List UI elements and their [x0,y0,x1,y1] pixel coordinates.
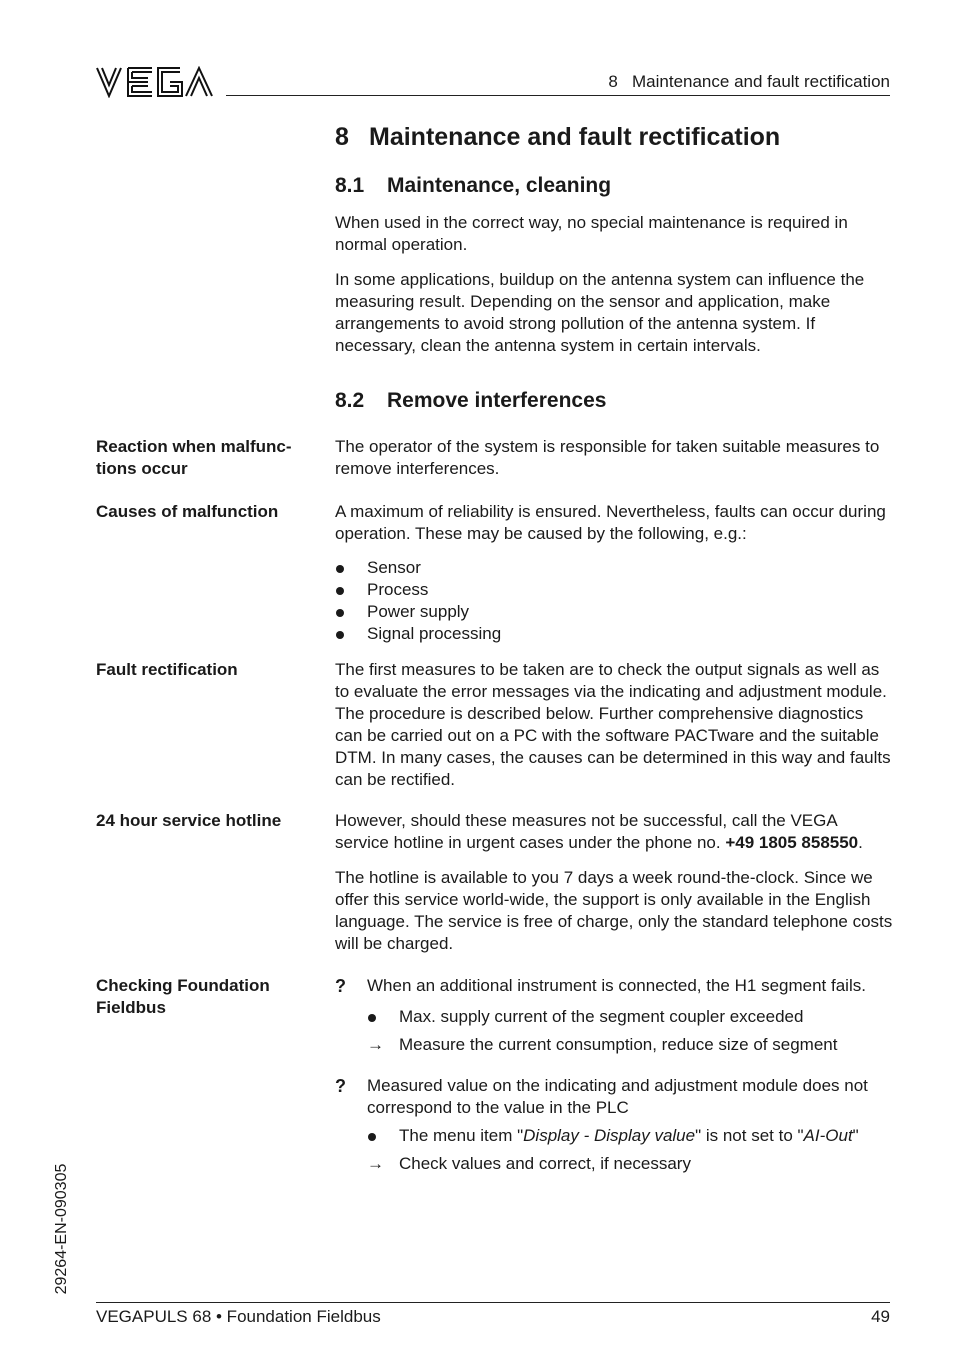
question-1-action [367,1034,893,1056]
list-item [335,601,893,623]
hotline-text: However, should these measures not be successful, call the VEGA service hotline in urgent cases under the phone no. [335,811,837,852]
maintenance-paragraph-2: In some applications, buildup on the antenna system can influence the measuring result. Depending on the sensor and application, make arrangements to avoid strong pollution of the antenna system. If necessary, clean the antenna system in certain intervals. [335,270,865,355]
list-item [335,623,893,645]
footer-rule [96,1302,890,1303]
side-label-causes: Causes of malfunction [96,502,279,521]
question-2-cause-text: The menu item "Display - Display value" is not set to "AI-Out" [399,1126,859,1145]
running-header: 8 Maintenance and fault rectification [608,72,890,91]
vega-logo-mark [96,66,214,98]
vega-logo [96,66,214,98]
chapter-number: 8 [335,123,349,151]
question-1-cause [367,1006,893,1028]
maintenance-paragraph-1: When used in the correct way, no special maintenance is required in normal operation. [335,213,848,254]
question-mark-icon: ? [335,976,346,996]
side-label-fieldbus: Checking Foundation Fieldbus [96,976,270,1017]
list-item [335,579,893,601]
hotline-paragraph [335,810,893,854]
question-mark-icon: ? [335,1076,346,1096]
fieldbus-question-1 [335,975,893,997]
section-8-2-heading [335,389,606,413]
arrow-right-icon: → [367,1154,384,1173]
hotline-paragraph-2: The hotline is available to you 7 days a week round-the-clock. Since we offer this service world-wide, the support is only available in the English language. The service is free of charge, only the standard telephone costs will be charged. [335,868,893,953]
document-code-text: 29264-EN-090305 [53,1163,70,1295]
section-8-2-title: Remove interferences [387,389,607,412]
chapter-title [335,123,780,152]
fieldbus-question-2 [335,1075,893,1119]
question-1-action-text: Measure the current consumption, reduce size of segment [399,1035,838,1054]
side-label-reaction: Reaction when malfunc-tions occur [96,437,292,478]
question-2-action [367,1153,893,1175]
hotline-text-end: . [858,833,863,852]
bullet-icon [336,587,344,595]
fault-paragraph: The first measures to be taken are to check the output signals as well as to evaluate the error messages via the indicating and adjustment module. The procedure is described below. Further comprehensive diagnostics can be carried out on a PC with the software PACTware and the suitable DTM. In many cases, the causes can be determined in this way and faults can be rectified. [335,660,891,789]
list-item-text: Signal processing [367,624,502,643]
side-label-hotline: 24 hour service hotline [96,811,282,830]
question-2-text: Measured value on the indicating and adjustment module does not correspond to the value in the PLC [367,1076,868,1117]
question-1-text: When an additional instrument is connected, the H1 segment fails. [367,976,866,995]
footer-product: VEGAPULS 68 • Foundation Fieldbus [96,1307,381,1326]
hotline-phone: +49 1805 858550 [725,833,859,852]
question-2-cause [367,1125,893,1147]
causes-list [335,557,893,645]
bullet-icon [336,565,344,573]
list-item [335,557,893,579]
list-item-text: Sensor [367,558,421,577]
bullet-icon [336,631,344,639]
section-8-1-title: Maintenance, cleaning [387,174,612,197]
section-8-2-number: 8.2 [335,389,365,412]
list-item-text: Process [367,580,429,599]
arrow-right-icon: → [367,1035,384,1054]
causes-paragraph: A maximum of reliability is ensured. Nevertheless, faults can occur during operation. These may be caused by the following, e.g.: [335,502,886,543]
chapter-title-text: Maintenance and fault rectification [369,123,781,151]
question-2-action-text: Check values and correct, if necessary [399,1154,691,1173]
header-rule [226,95,890,96]
bullet-icon [336,609,344,617]
page-number: 49 [871,1307,890,1326]
section-8-1-heading [335,174,611,198]
side-label-fault: Fault rectification [96,660,238,679]
document-code [52,1157,72,1307]
section-8-1-number: 8.1 [335,174,365,197]
reaction-paragraph: The operator of the system is responsible for taken suitable measures to remove interferences. [335,437,880,478]
list-item-text: Power supply [367,602,470,621]
question-1-cause-text: Max. supply current of the segment coupler exceeded [399,1007,804,1026]
